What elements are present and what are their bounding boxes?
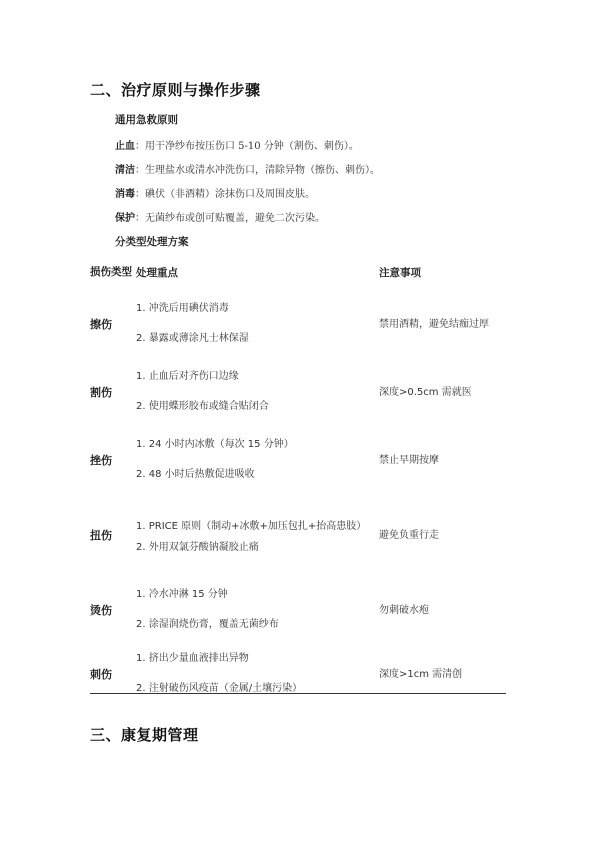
- step-text: 1. 冲洗后用碘伏消毒: [136, 303, 229, 314]
- principle-label: 消毒: [115, 189, 135, 200]
- step-text: 2. 使用蝶形胶布或缝合贴闭合: [136, 401, 269, 412]
- column-header: 损伤类型: [90, 265, 132, 278]
- injury-type: 烫伤: [90, 604, 112, 617]
- injury-type: 刺伤: [90, 668, 112, 681]
- treatment-table-heading: 分类型处理方案: [115, 236, 189, 248]
- table-row: [90, 358, 506, 426]
- injury-type: 割伤: [90, 386, 112, 399]
- treatment-table: [90, 254, 506, 704]
- steps-cell: [136, 358, 379, 426]
- principle-item: [115, 185, 315, 200]
- principle-text: ：生理盐水或清水冲洗伤口，清除异物（擦伤、刺伤）。: [135, 165, 380, 176]
- general-principles-heading: 通用急救原则: [115, 114, 178, 126]
- note-cell: 避免负重行走: [379, 529, 439, 541]
- principle-label: 清洁: [115, 165, 135, 176]
- note-cell: 深度>1cm 需清创: [379, 668, 463, 680]
- step-text: 2. 48 小时后热敷促进吸收: [136, 469, 255, 480]
- injury-type: 扭伤: [90, 529, 112, 542]
- table-row: [90, 290, 506, 358]
- step-text: 1. 24 小时内冰敷（每次 15 分钟）: [136, 439, 294, 450]
- principle-text: ：碘伏（非酒精）涂抹伤口及周围皮肤。: [135, 189, 315, 200]
- injury-type: 擦伤: [90, 318, 112, 331]
- step-text: 2. 注射破伤风疫苗（金属/土壤污染）: [136, 683, 303, 694]
- note-cell: 勿刺破水疱: [379, 604, 429, 616]
- steps-cell: [136, 426, 379, 494]
- steps-cell: [136, 494, 379, 576]
- step-text: 1. 挤出少量血液排出异物: [136, 653, 249, 664]
- principle-label: 止血: [115, 141, 135, 152]
- column-header: 处理重点: [136, 266, 178, 279]
- steps-cell: [136, 290, 379, 358]
- section-divider: [90, 693, 506, 694]
- note-cell: 深度>0.5cm 需就医: [379, 386, 472, 398]
- principle-item: [115, 209, 325, 224]
- table-row: [90, 426, 506, 494]
- step-text: 2. 暴露或薄涂凡士林保湿: [136, 333, 249, 344]
- note-cell: 禁用酒精，避免结痂过厚: [379, 318, 489, 330]
- principle-text: ：用干净纱布按压伤口 5-10 分钟（割伤、刺伤）。: [135, 141, 359, 152]
- column-header: 注意事项: [379, 266, 421, 279]
- note-cell: 禁止早期按摩: [379, 454, 439, 466]
- table-row: [90, 644, 506, 704]
- principle-label: 保护: [115, 213, 135, 224]
- steps-cell: [136, 576, 379, 644]
- step-text: 2. 外用双氯芬酸钠凝胶止痛: [136, 541, 259, 553]
- section-2-title: 二、治疗原则与操作步骤: [90, 81, 261, 99]
- principle-item: [115, 137, 359, 152]
- table-row: [90, 576, 506, 644]
- step-text: 1. 止血后对齐伤口边缘: [136, 371, 239, 382]
- step-text: 1. PRICE 原则（制动+冰敷+加压包扎+抬高患肢）: [136, 520, 367, 532]
- steps-cell: [136, 644, 379, 704]
- step-text: 2. 涂湿润烧伤膏，覆盖无菌纱布: [136, 619, 279, 630]
- injury-type: 挫伤: [90, 454, 112, 467]
- principle-item: [115, 161, 380, 176]
- section-3-title: 三、康复期管理: [90, 726, 199, 744]
- table-row: [90, 494, 506, 576]
- principle-text: ：无菌纱布或创可贴覆盖，避免二次污染。: [135, 213, 325, 224]
- table-header-row: [90, 254, 506, 290]
- step-text: 1. 冷水冲淋 15 分钟: [136, 589, 228, 600]
